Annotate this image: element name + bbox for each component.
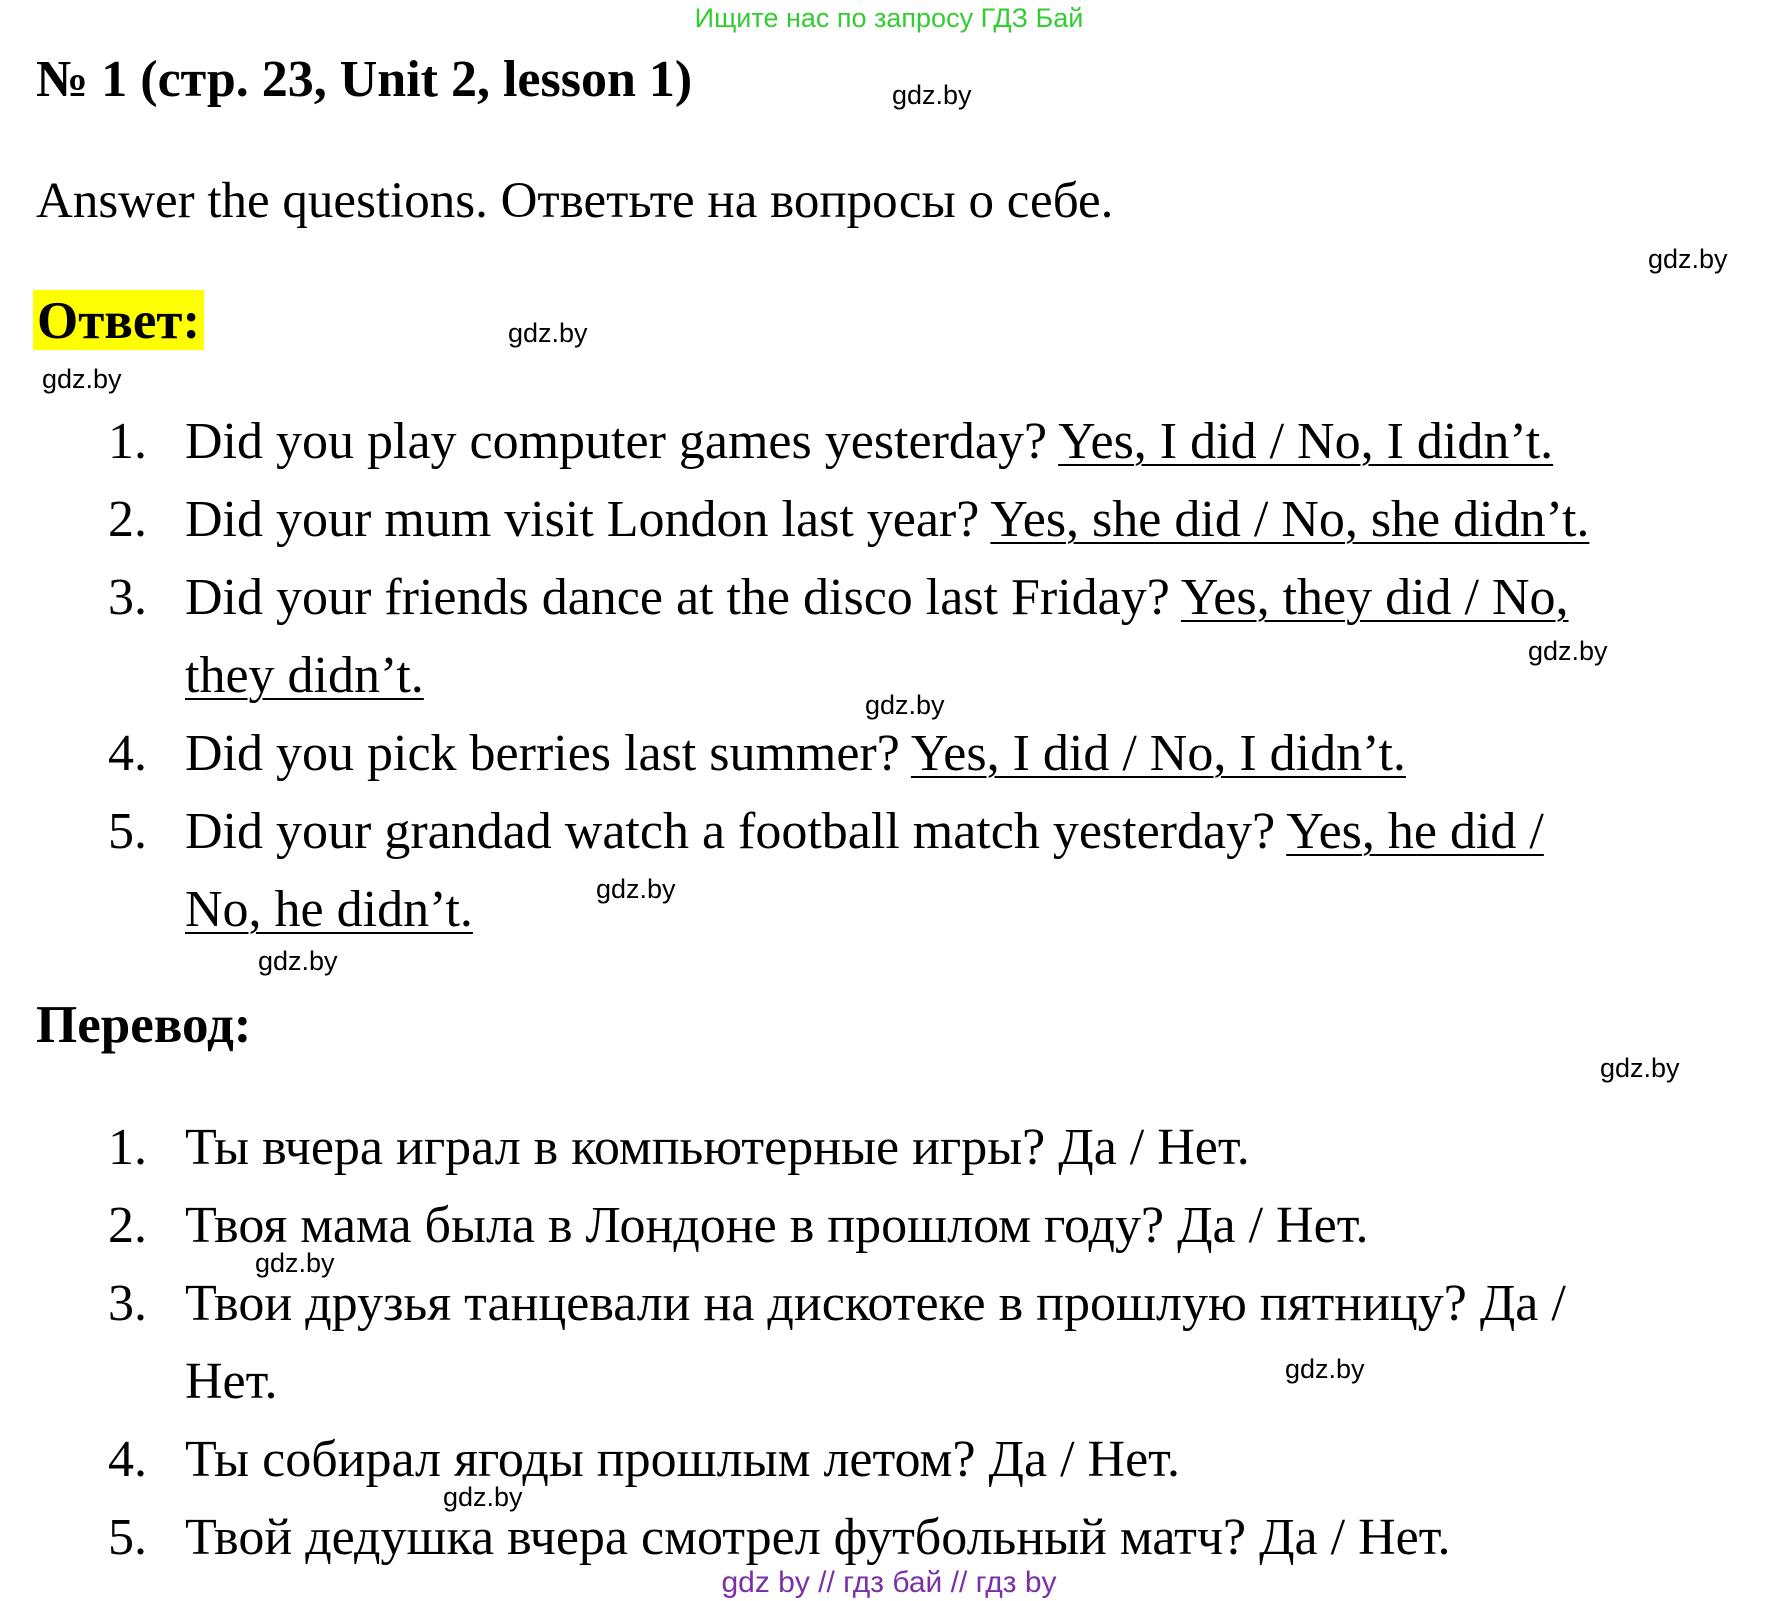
- question-text: Did your grandad watch a football match yesterday?: [185, 803, 1287, 860]
- answer-number: 1.: [108, 413, 147, 470]
- translation-text: Твой дедушка вчера смотрел футбольный матч? Да / Нет.: [185, 1509, 1451, 1566]
- answer-number: 4.: [108, 725, 147, 782]
- translation-number: 3.: [108, 1275, 147, 1332]
- search-banner: Ищите нас по запросу ГДЗ Бай: [694, 3, 1084, 33]
- answer-line: [185, 802, 1544, 862]
- translation-number: 1.: [108, 1119, 147, 1176]
- watermark: gdz.by: [1648, 244, 1728, 274]
- translation-text: Твои друзья танцевали на дискотеке в прошлую пятницу? Да /: [185, 1275, 1566, 1332]
- watermark: gdz.by: [1285, 1354, 1365, 1384]
- answer-text: Yes, he did /: [1286, 803, 1544, 860]
- translation-text-continued: Нет.: [185, 1353, 278, 1410]
- watermark: gdz.by: [258, 946, 338, 976]
- question-text: Did you pick berries last summer?: [185, 725, 911, 782]
- answer-line-continuation: [185, 880, 473, 940]
- watermark: gdz.by: [1528, 636, 1608, 666]
- answer-line: [185, 568, 1569, 628]
- question-text: Did your friends dance at the disco last Friday?: [185, 569, 1181, 626]
- site-footer: gdz by // гдз бай // гдз by: [721, 1566, 1057, 1599]
- answer-number: 5.: [108, 803, 147, 860]
- watermark: gdz.by: [1600, 1053, 1680, 1083]
- watermark: gdz.by: [508, 318, 588, 348]
- watermark: gdz.by: [42, 364, 122, 394]
- answer-text: Yes, I did / No, I didn’t.: [1058, 413, 1554, 470]
- question-text: Did your mum visit London last year?: [185, 491, 991, 548]
- answer-line-continuation: [185, 646, 424, 706]
- answer-text: Yes, I did / No, I didn’t.: [910, 725, 1406, 782]
- answer-line: [185, 490, 1589, 550]
- translation-number: 2.: [108, 1197, 147, 1254]
- translation-label: Перевод:: [36, 996, 252, 1054]
- watermark: gdz.by: [596, 874, 676, 904]
- answer-text-continued: they didn’t.: [185, 647, 424, 704]
- answer-text: Yes, she did / No, she didn’t.: [990, 491, 1590, 548]
- translation-number: 5.: [108, 1509, 147, 1566]
- watermark: gdz.by: [255, 1248, 335, 1278]
- watermark: gdz.by: [865, 690, 945, 720]
- translation-number: 4.: [108, 1431, 147, 1488]
- answer-number: 3.: [108, 569, 147, 626]
- answer-line: [185, 724, 1406, 784]
- watermark: gdz.by: [892, 80, 972, 110]
- exercise-title: № 1 (стр. 23, Unit 2, lesson 1): [36, 51, 693, 108]
- answer-label: Ответ:: [33, 290, 204, 350]
- answer-text: Yes, they did / No,: [1180, 569, 1569, 626]
- translation-text: Твоя мама была в Лондоне в прошлом году? Да / Нет.: [185, 1197, 1369, 1254]
- watermark: gdz.by: [443, 1482, 523, 1512]
- answer-text-continued: No, he didn’t.: [185, 881, 473, 938]
- answer-number: 2.: [108, 491, 147, 548]
- answer-line: [185, 412, 1553, 472]
- translation-text: Ты вчера играл в компьютерные игры? Да / Нет.: [185, 1119, 1250, 1176]
- instruction-text: Answer the questions. Ответьте на вопросы о себе.: [36, 173, 1114, 229]
- question-text: Did you play computer games yesterday?: [185, 413, 1059, 470]
- translation-text: Ты собирал ягоды прошлым летом? Да / Нет.: [185, 1431, 1180, 1488]
